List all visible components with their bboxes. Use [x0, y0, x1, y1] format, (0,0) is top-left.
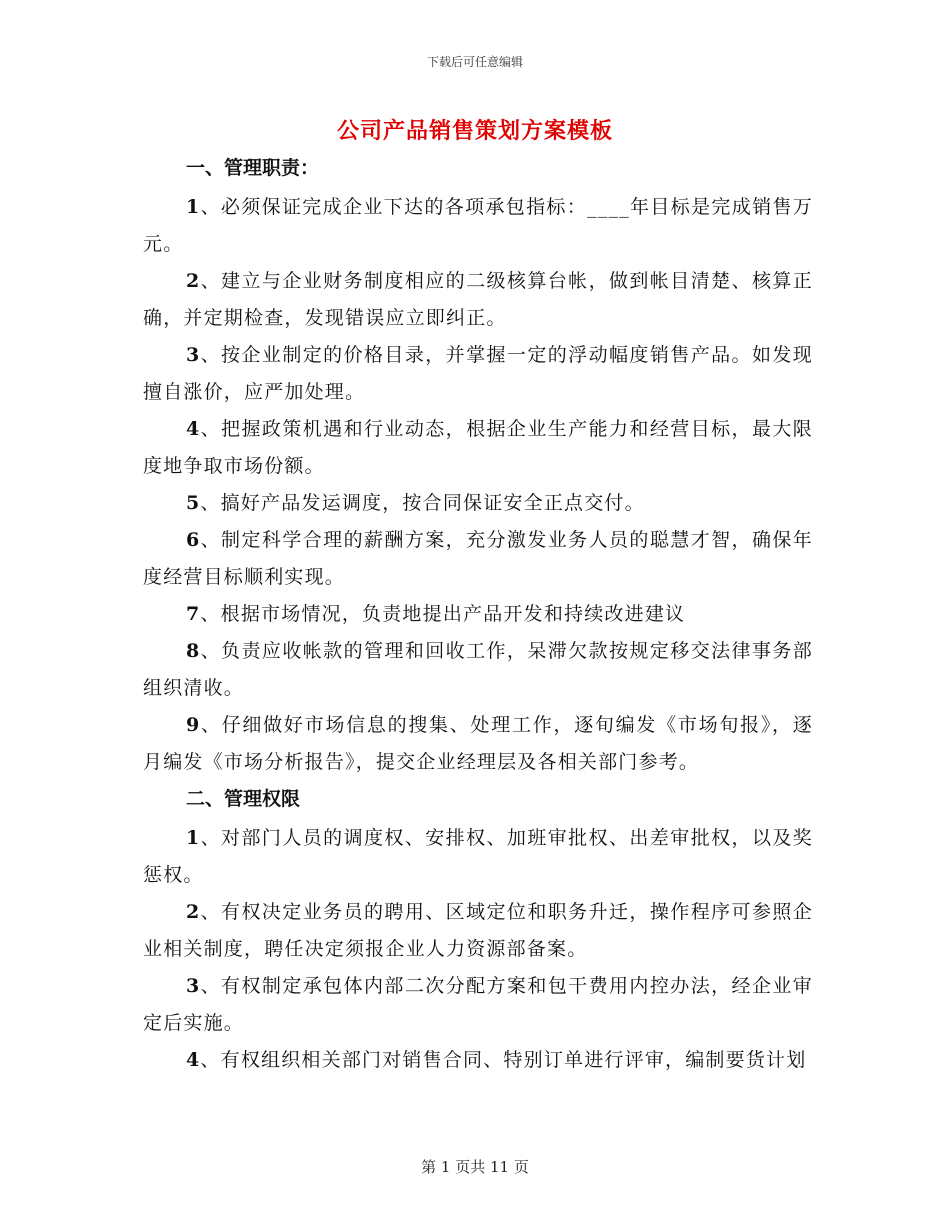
paragraph: 4、有权组织相关部门对销售合同、特别订单进行评审，编制要货计划 — [186, 1049, 807, 1071]
paragraph: 2、有权决定业务员的聘用、区域定位和职务升迁，操作程序可参照企业相关制度，聘任决定须报企业人力资源部备案。 — [143, 901, 813, 960]
paragraph: 9、仔细做好市场信息的搜集、处理工作，逐旬编发《市场旬报》，逐月编发《市场分析报告》，提交企业经理层及各相关部门参考。 — [143, 714, 813, 773]
section-heading-responsibilities: 一、管理职责： — [186, 157, 320, 179]
paragraph: 4、把握政策机遇和行业动态，根据企业生产能力和经营目标，最大限度地争取市场份额。 — [143, 418, 813, 477]
paragraph: 1、对部门人员的调度权、安排权、加班审批权、出差审批权，以及奖惩权。 — [143, 827, 813, 886]
paragraph: 1、必须保证完成企业下达的各项承包指标：____年目标是完成销售万元。 — [143, 196, 813, 255]
paragraph: 8、负责应收帐款的管理和回收工作，呆滞欠款按规定移交法律事务部组织清收。 — [143, 640, 813, 699]
paragraph: 3、有权制定承包体内部二次分配方案和包干费用内控办法，经企业审定后实施。 — [143, 975, 813, 1034]
page-footer: 第 1 页共 11 页 — [421, 1158, 529, 1176]
paragraph: 2、建立与企业财务制度相应的二级核算台帐，做到帐目清楚、核算正确，并定期检查，发现错误应立即纠正。 — [143, 270, 813, 329]
paragraph: 6、制定科学合理的薪酬方案，充分激发业务人员的聪慧才智，确保年度经营目标顺利实现。 — [143, 529, 813, 588]
page-header: 下载后可任意编辑 — [426, 55, 523, 69]
document-title: 公司产品销售策划方案模板 — [336, 118, 613, 144]
paragraph: 3、按企业制定的价格目录，并掌握一定的浮动幅度销售产品。如发现擅自涨价，应严加处理。 — [143, 344, 813, 403]
paragraph: 5、搞好产品发运调度，按合同保证安全正点交付。 — [186, 492, 645, 514]
section-heading-authority: 二、管理权限 — [186, 788, 301, 810]
document-body — [143, 150, 813, 1079]
paragraph: 7、根据市场情况，负责地提出产品开发和持续改进建议 — [186, 603, 686, 625]
